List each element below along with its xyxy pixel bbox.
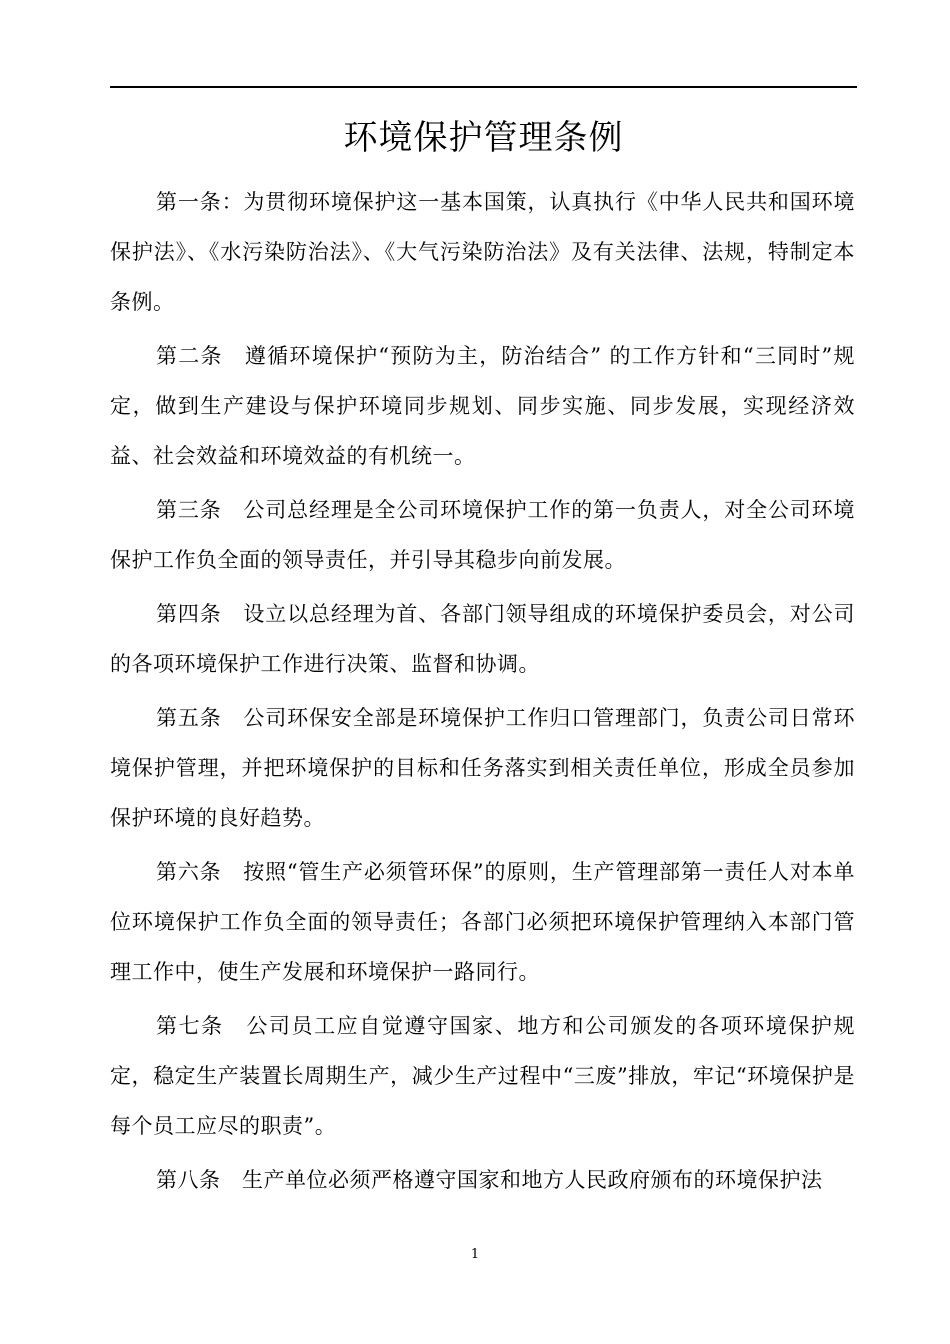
article-8-paragraph: 第八条 生产单位必须严格遵守国家和地方人民政府颁布的环境保护法: [156, 1168, 823, 1192]
article-1-paragraph: 第一条：为贯彻环境保护这一基本国策，认真执行《中华人民共和国环境保护法》、《水污染防治法》、《大气污染防治法》及有关法律、法规，特制定本条例。: [110, 190, 855, 314]
article-3-paragraph: 第三条 公司总经理是全公司环境保护工作的第一负责人，对全公司环境保护工作负全面的领导责任，并引导其稳步向前发展。: [110, 498, 855, 572]
page-number: 1: [470, 1247, 480, 1262]
article-7-paragraph: 第七条 公司员工应自觉遵守国家、地方和公司颁发的各项环境保护规定，稳定生产装置长周期生产，减少生产过程中“三废”排放，牢记“环境保护是每个员工应尽的职责”。: [110, 1014, 855, 1138]
article-4-paragraph: 第四条 设立以总经理为首、各部门领导组成的环境保护委员会，对公司的各项环境保护工作进行决策、监督和协调。: [110, 602, 855, 676]
document-title: 环境保护管理条例: [343, 118, 624, 158]
header-rule: [110, 86, 857, 88]
article-2-paragraph: 第二条 遵循环境保护“预防为主，防治结合” 的工作方针和“三同时”规定，做到生产建设与保护环境同步规划、同步实施、同步发展，实现经济效益、社会效益和环境效益的有机统一。: [110, 344, 855, 468]
document-body: [110, 177, 855, 1209]
article-6-paragraph: 第六条 按照“管生产必须管环保”的原则，生产管理部第一责任人对本单位环境保护工作负全面的领导责任；各部门必须把环境保护管理纳入本部门管理工作中，使生产发展和环境保护一路同行。: [110, 860, 855, 984]
article-5-paragraph: 第五条 公司环保安全部是环境保护工作归口管理部门，负责公司日常环境保护管理，并把环境保护的目标和任务落实到相关责任单位，形成全员参加保护环境的良好趋势。: [110, 706, 855, 830]
